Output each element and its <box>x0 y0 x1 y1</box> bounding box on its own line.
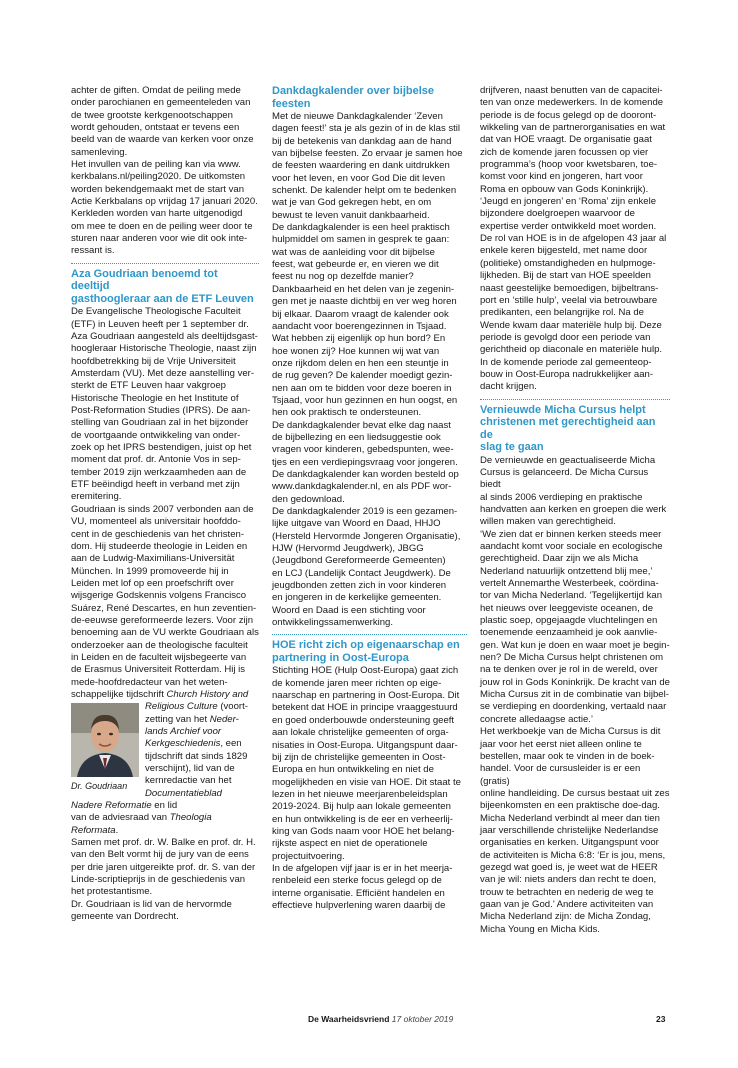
goudriaan-paragraph: De Evangelische Theologische Faculteit (ETF) in Leuven heeft per 1 september dr. Aza Goudriaan aangesteld als deeltijdsgast- hoogleraar Historische Theologie, naast zijn hoofdbetrekking bij de Vrije Universiteit Amsterdam (VU). Met deze aanstelling ver- sterkt de ETF Leuven haar vakgroep Historische Theologie en het Institute of Post-Reformation Studies (IPRS). De aan- stelling van Goudriaan zal in het bijzonder de voortgaande ontwikkeling van onder- zoek op het IPRS bestendigen, juist op het moment dat prof. dr. Antonie Vos in sep- tember 2019 zijn werkzaamheden aan de ETF beëindigd heeft in verband met zijn eremitering. Goudriaan is sinds 2007 verbonden aan de VU, momenteel als universitair hoofddo- cent in de geschiedenis van het christen- dom. Hij studeerde theologie in Leiden en aan de Ludwig-Maximilians-Universität München. In 1999 promoveerde hij in Leiden met lof op een proefschrift over wijsgerige Godskennis volgens Francisco Suárez, René Descartes, en hun zeventien- de-eeuwse gereformeerde lezers. Voor zijn benoeming aan de VU werkte Goudriaan als onderzoeker aan de theologische faculteit in Leiden en de faculteit wijsbegeerte van de Erasmus Universiteit Rotterdam. Hij is mede-hoofdredacteur van het weten- schappelijke tijdschrift Church History and <box>71 306 259 700</box>
column-2 <box>272 85 467 912</box>
section-divider <box>71 263 259 264</box>
portrait-image <box>71 703 139 777</box>
section-divider <box>480 399 670 400</box>
footer-publication: De Waarheidsvriend 17 oktober 2019 <box>308 1014 454 1024</box>
dankdag-paragraph: Met de nieuwe Dankdagkalender ‘Zeven dagen feest!’ sta je als gezin of in de klas stil bij de betekenis van dankdag aan de hand van bijbelse feesten. Zo ervaar je samen hoe de feesten waardering en dank uitdrukken voor het leven, en voor God Die dit leven schenkt. De kalender helpt om te bedenken wat je van God gekregen hebt, en om bewust te leven vanuit dankbaarheid. De dankdagkalender is een heel praktisch hulpmiddel om samen in gesprek te gaan: wat was de aanleiding voor dit bijbelse feest, wat gebeurde er, en vieren we dit feest nu nog op dezelfde manier? Dankbaarheid en het delen van je zegenin- gen met je naaste dichtbij en ver weg horen bij elkaar. Daarom vraagt de kalender ook aandacht voor boerengezinnen in Tsjaad. Wat hebben zij eigenlijk op hun bord? En hoe wonen zij? Hoe kunnen wij wat van onze rijkdom delen en hen een steuntje in de rug geven? De kalender moedigt gezin- nen aan om te bidden voor deze boeren in Tsjaad, voor hun gezinnen en hun oogst, en hen ook praktisch te ondersteunen. De dankdagkalender bevat elke dag naast de bijbellezing en een liedsuggestie ook vragen voor kinderen, gebedspunten, wee- tjes en een verdiepingsvraag voor jongeren. De dankdagkalender kan worden besteld op www.dankdagkalender.nl, en als PDF wor- den gedownload. De dankdagkalender 2019 is een gezamen- lijke uitgave van Woord en Daad, HHJO (Hersteld Hervormde Jongeren Organisatie), HJW (Hervormd Jeugdwerk), JBGG (Jeugdbond Gereformeerde Gemeenten) en LCJ (Landelijk Contact Jeugdwerk). De jeugdbonden zetten zich in voor kinderen en jongeren in de kerkelijke gemeenten. Woord en Daad is een stichting voor ontwikkelingssamenwerking. <box>272 111 463 629</box>
goudriaan-heading: Aza Goudriaan benoemd tot deeltijd gasthoogleraar aan de ETF Leuven <box>71 267 254 305</box>
journal-paragraph: Religious Culture (voort- zetting van het Neder- lands Archief voor Kerkgeschiedenis, een tijdschrift dat sinds 1829 verschijnt), lid van de kernredactie van het Documentatieblad Nadere Reformatie en lid <box>71 701 248 812</box>
hoe-heading: HOE richt zich op eigenaarschap en partnering in Oost-Europa <box>272 639 460 664</box>
hoe-continued-paragraph: drijfveren, naast benutten van de capacitei- ten van onze medewerkers. In de komende periode is de focus gelegd op de dooront- wikkeling van de partnerorganisaties en wat dat van HOE vraagt. De organisatie gaat zich de komende jaren focussen op vier programma’s (hoop voor kwetsbaren, toe- komst voor kind en jongeren, hart voor Roma en opbouw van Gods Koninkrijk). ‘Jeugd en jongeren’ en ‘Roma’ zijn enkele bijzondere doelgroepen waarvoor de expertise verder ontwikkeld moet worden. De rol van HOE is in de afgelopen 43 jaar al enkele keren bijgesteld, met name door (politieke) omstandigheden en hulpmoge- lijkheden. Bij de start van HOE speelden naast geestelijke bemoedigen, bijbeltrans- port en ‘stille hulp’, veelal via betrouwbare predikanten, een belangrijke rol. Na de Wende kwam daar materiële hulp bij. Deze periode is gevolgd door een periode van gerichtheid op diaconale en materiële hulp. In de komende periode zal gemeenteop- bouw in Oost-Europa nadrukkelijker aan- dacht krijgen. <box>480 85 667 393</box>
journal-title: Church History and <box>166 688 249 700</box>
author-photo <box>71 703 139 792</box>
dankdag-heading: Dankdagkalender over bijbelse feesten <box>272 85 435 110</box>
column-3 <box>480 85 670 936</box>
adviesraad-paragraph: van de adviesraad van Theologia Reformata. Samen met prof. dr. W. Balke en prof. dr. H. van den Belt vormt hij de jury van de eens per drie jaren uitgereikte prof. dr. S. van der Linde-scriptieprijs in de geschiedenis van het protestantisme. Dr. Goudriaan is lid van de hervormde gemeente van Dordrecht. <box>71 812 256 923</box>
footer-date: 17 oktober 2019 <box>391 1014 454 1024</box>
photo-wrap <box>71 701 259 812</box>
hoe-paragraph: Stichting HOE (Hulp Oost-Europa) gaat zich de komende jaren meer richten op eige- naarschap en partnering in Oost-Europa. Dit betekent dat HOE in principe vraaggestuurd en goed onderbouwde ondersteuning geeft aan lokale christelijke gemeenten of orga- nisaties in Oost-Europa. Uitgangspunt daar- bij zijn de christelijke gemeenten in Oost- Europa en hun ontwikkeling en niet de mogelijkheden en visie van HOE. Dit staat te lezen in het nieuwe meerjarenbeleidsplan 2019-2024. Bij hulp aan lokale gemeenten en hun ontwikkeling is de eer en verheerlij- king van Gods naam voor HOE het belang- rijkste aspect en niet de operationele projectuitvoering. In de afgelopen vijf jaar is er in het meerja- renbeleid een sterke focus gelegd op de interne organisatie. Efficiënt handelen en effectieve hulpverlening waren daarbij de <box>272 665 461 911</box>
section-divider <box>272 634 467 635</box>
kerkbalans-paragraph: achter de giften. Omdat de peiling mede onder parochianen en gemeenteleden van de twee grootste kerkgenootschappen wordt gehouden, ontstaat er tevens een beeld van de waarde van kerken voor onze samenleving. Het invullen van de peiling kan via www. kerkbalans.nl/peiling2020. De uitkomsten worden bekendgemaakt met de start van Actie Kerkbalans op vrijdag 17 januari 2020. Kerkleden worden van harte uitgenodigd om mee te doen en de peiling weer door te sturen naar anderen voor wie dit ook inte- ressant is. <box>71 85 258 257</box>
micha-heading: Vernieuwde Micha Cursus helpt christenen met gerechtigheid aan de slag te gaan <box>480 403 656 454</box>
micha-paragraph: De vernieuwde en geactualiseerde Micha Cursus is gelanceerd. De Micha Cursus biedt al sinds 2006 verdieping en praktische handvatten aan kerken en groepen die werk willen maken van gerechtigheid. ‘We zien dat er binnen kerken steeds meer aandacht komt voor sociale en ecologische gerechtigheid. Daar zijn we als Micha Nederland natuurlijk ontzettend blij mee,’ vertelt Annemarthe Westerbeek, coördina- tor van Micha Nederland. ‘Tegelijkertijd kan het nieuws over leeggeviste oceanen, de plastic soep, opgejaagde vluchtelingen en toenemende eenzaamheid je ook aanvlie- gen. Wat kun je doen en waar moet je begin- nen? De Micha Cursus helpt christenen om na te denken over je rol in de wereld, over jouw rol in Gods Koninkrijk. De kracht van de Micha Cursus zit in de combinatie van bijbel- se verdieping en doordenking, vertaald naar concrete alledaagse actie.’ Het werkboekje van de Micha Cursus is dit jaar voor het eerst niet alleen online te bestellen, maar ook te vinden in de boek- handel. Voor de cursusleider is er een (gratis) online handleiding. De cursus bestaat uit zes bijeenkomsten en een praktische doe-dag. Micha Nederland verbindt al meer dan tien jaar verschillende christelijke Nederlandse organisaties en kerken. Uitgangspunt voor de activiteiten is Micha 6:8: ‘Er is jou, mens, gezegd wat goed is, je weet wat de HEER van je wil: niets anders dan recht te doen, trouw te betrachten en nederig de weg te gaan van je God.’ Andere activiteiten van Micha Nederland zijn: de Micha Zondag, Micha Young en Micha Kids. <box>480 454 670 935</box>
column-1 <box>71 85 259 924</box>
page-number: 23 <box>656 1014 666 1024</box>
photo-caption: Dr. Goudriaan <box>71 781 128 792</box>
